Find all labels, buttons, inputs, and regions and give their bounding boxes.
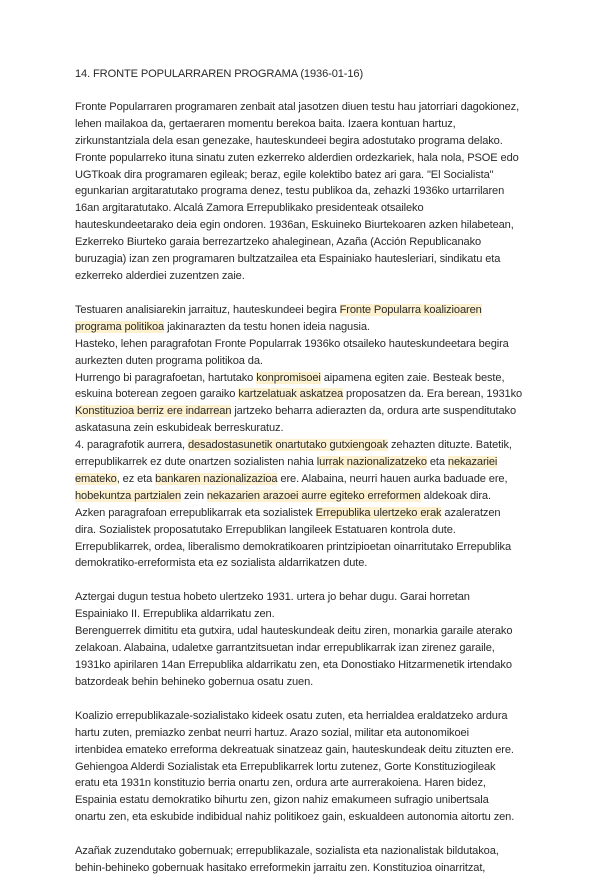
text-line: irtenbidea emateko erreforma dekreatuak sinatzeaz gain, hauteskundeak deitu zituzten ere. xyxy=(75,743,514,756)
text-line: buruzagia) izan zen programaren bultzatzailea eta Espainiako hautesleriari, sindikatu eta xyxy=(75,253,501,266)
text-line: Berenguerrek dimititu eta gutxira, udal hauteskundeak deitu ziren, monarkia garaile aterako xyxy=(75,625,513,638)
text-line: hobekuntza partzialen zein nekazarien arazoei aurre egiteko erreformen aldekoak dira. xyxy=(75,489,491,502)
text-line: Espainia estatu demokratiko bihurtu zen, gizon nahiz emakumeen sufragio unibertsala xyxy=(75,794,489,807)
highlighted-text: emateko xyxy=(75,472,117,485)
highlighted-text: Errepublika ulertzeko erak xyxy=(315,506,442,519)
highlighted-text: Konstituzioa berriz ere indarrean xyxy=(75,405,232,418)
text-line: Gehiengoa Alderdi Sozialistak eta Errepublikarrek lortu zutenez, Gorte Konstituziogileak xyxy=(75,760,496,773)
text-line: dira. Sozialistek proposatutako Errepublikan langileek Estatuaren kontrola dute. xyxy=(75,523,456,536)
text-line: Hurrengo bi paragrafoetan, hartutako konpromisoei aipamena egiten zaie. Besteak beste, xyxy=(75,371,505,384)
text-line: demokratiko-erreformista eta ez sozialista aldarrikatzen dute. xyxy=(75,557,368,570)
text-line: Espainiako II. Errepublika aldarrikatu zen. xyxy=(75,608,275,621)
document-page xyxy=(75,66,555,894)
document-body xyxy=(75,99,555,877)
text-line: Hasteko, lehen paragrafotan Fronte Popularrak 1936ko otsaileko hauteskundeetara begira xyxy=(75,337,509,350)
text-line: 4. paragrafotik aurrera, desadostasunetik onartutako gutxiengoak zehazten dituzte. Batetik, xyxy=(75,439,512,452)
paragraph-5 xyxy=(75,843,555,877)
text-line: lehen mailakoa da, gertaeraren momentu berekoa baita. Izaera kontuan hartuz, xyxy=(75,117,456,130)
text-line: errepublikarrek ez dute onartzen sozialisten nahia lurrak nazionalizatzeko eta nekazariei xyxy=(75,456,498,469)
text-line: hauteskundeetarako deia egin ondoren. 1936an, Eskuineko Biurtekoaren azken hilabetean, xyxy=(75,219,514,232)
text-line: programa politikoa jakinarazten da testu honen ideia nagusia. xyxy=(75,320,370,333)
text-line: behin-behineko gobernuak hasitako erreformekin jarraitu zen. Konstituzioa oinarritzat, xyxy=(75,862,486,875)
text-line: eskuina boterean zegoen garaiko kartzelatuak askatzea proposatzen da. Era berean, 1931ko xyxy=(75,388,523,401)
paragraph-2 xyxy=(75,302,555,573)
text-line: ezkerreko alderdiei zuzentzen zaie. xyxy=(75,269,245,282)
text-line: Konstituzioa berriz ere indarrean jartzeko beharra adierazten da, ordura arte suspenditutako xyxy=(75,405,516,418)
highlighted-text: Fronte Popularra koalizioaren xyxy=(339,303,482,316)
paragraph-3 xyxy=(75,589,555,690)
highlighted-text: konpromisoei xyxy=(256,371,321,384)
highlighted-text: desadostasunetik onartutako gutxiengoak xyxy=(187,439,389,452)
text-line: UGTkoak dira programaren egileak; beraz, egile kolektibo batez ari gara. "El Socialista" xyxy=(75,168,494,181)
text-line: zirkunstantziala dela esan genezake, hauteskundeei begira adostutako programa delako. xyxy=(75,134,503,147)
text-line: 16an argitaratutako. Alcalá Zamora Errepublikako presidenteak otsaileko xyxy=(75,202,424,215)
text-line: egunkarian argitaratutako programa denez, testu publikoa da, zehazki 1936ko urtarrilaren xyxy=(75,185,505,198)
text-line: Aztergai dugun testua hobeto ulertzeko 1931. urtera jo behar dugu. Garai horretan xyxy=(75,591,470,604)
text-line: emateko, ez eta bankaren nazionalizazioa ere. Alabaina, neurri hauen aurka baduade ere, xyxy=(75,472,508,485)
paragraph-1 xyxy=(75,99,555,285)
highlighted-text: kartzelatuak askatzea xyxy=(238,388,344,401)
text-line: hartu zuten, premiazko zenbat neurri hartuz. Arazo sozial, militar eta autonomikoei xyxy=(75,726,469,739)
text-line: Fronte Popularraren programaren zenbait atal jasotzen diuen testu hau jatorriari dagokionez, xyxy=(75,100,520,113)
text-line: batzordeak behin behineko gobernua osatu zuen. xyxy=(75,675,314,688)
highlighted-text: hobekuntza partzialen xyxy=(75,489,182,502)
highlighted-text: nekazariei xyxy=(447,456,498,469)
text-line: Testuaren analisiarekin jarraituz, hauteskundeei begira Fronte Popularra koalizioaren xyxy=(75,303,482,316)
highlighted-text: nekazarien arazoei aurre egiteko erreformen xyxy=(206,489,421,502)
text-line: onartu zen, eta eskubide indibidual nahiz politikoez gain, eskualdeen autonomia aitortu zen. xyxy=(75,811,515,824)
paragraph-4 xyxy=(75,708,555,826)
text-line: aurkezten duten programa politikoa da. xyxy=(75,354,263,367)
text-line: Fronte popularreko ituna sinatu zuten ezkerreko alderdien ordezkariek, hala nola, PSOE edo xyxy=(75,151,519,164)
text-line: Ezkerreko Biurteko garaia berrezartzeko ahaleginean, Azaña (Acción Republicanako xyxy=(75,236,482,249)
highlighted-text: lurrak nazionalizatzeko xyxy=(316,456,427,469)
text-line: askatasuna zein eskubideak berreskuratuz. xyxy=(75,422,284,435)
text-line: Koalizio errepublikazale-sozialistako kideek osatu zuten, eta herrialdea eraldatzeko ardura xyxy=(75,709,508,722)
document-title: 14. FRONTE POPULARRAREN PROGRAMA (1936-01-16) xyxy=(75,68,364,80)
text-line: zelakoan. Alabaina, udaletxe garrantzitsuetan indar errepublikarrak izan zirenez garaile, xyxy=(75,642,495,655)
text-line: Azañak zuzendutako gobernuak; errepublikazale, sozialista eta nazionalistak bildutakoa, xyxy=(75,845,499,858)
text-line: eratu eta 1931n konstituzio berria onartu zen, ordura arte aurrerakoiena. Haren bidez, xyxy=(75,777,486,790)
text-line: Errepublikarrek, ordea, liberalismo demokratikoaren printzipioetan oinarritutako Errepublika xyxy=(75,540,512,553)
text-line: 1931ko apirilaren 14an Errepublika aldarrikatu zen, eta Donostiako Hitzarmenetik irtendako xyxy=(75,659,512,671)
highlighted-text: programa politikoa xyxy=(75,320,165,333)
highlighted-text: bankaren nazionalizazioa xyxy=(155,472,278,485)
text-line: Azken paragrafoan errepublikarrak eta sozialistek Errepublika ulertzeko erak azaleratzen xyxy=(75,506,501,519)
